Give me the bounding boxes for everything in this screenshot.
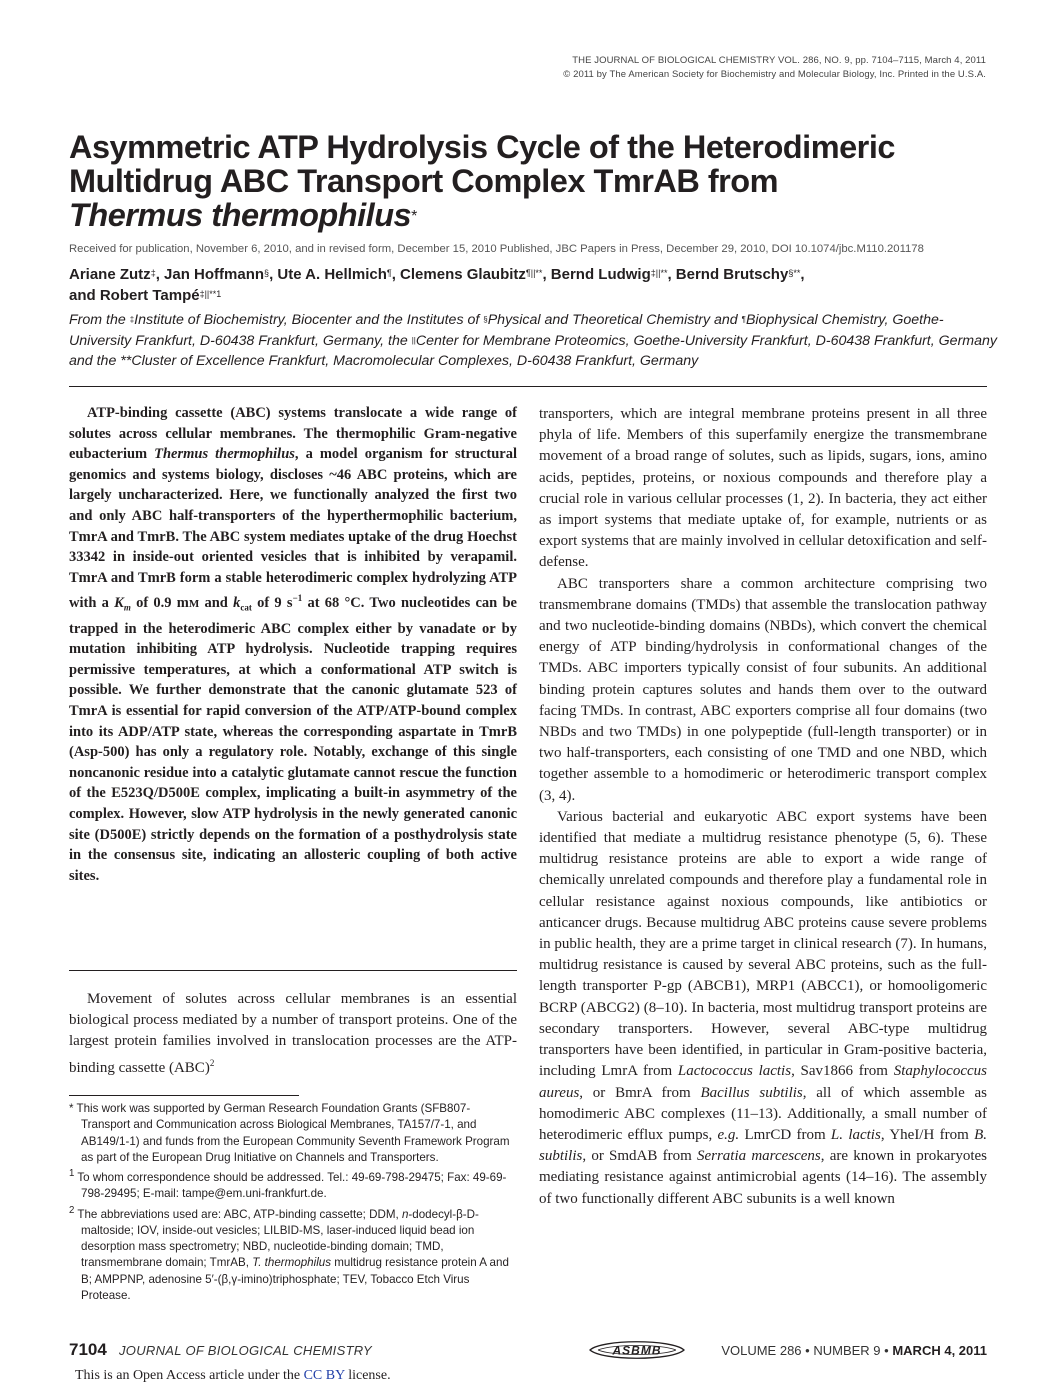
km-symbol: K xyxy=(114,595,124,612)
title-line-1: Asymmetric ATP Hydrolysis Cycle of the Heterodimeric xyxy=(69,129,895,165)
open-access-text: license. xyxy=(344,1368,391,1383)
body-paragraph xyxy=(539,807,987,1210)
abstract-italic: Thermus thermophilus xyxy=(154,446,295,463)
species-name: B. subtilis xyxy=(539,1126,988,1165)
footer-journal-name: JOURNAL OF BIOLOGICAL CHEMISTRY xyxy=(119,1343,372,1358)
footnote-abbreviations xyxy=(69,1203,517,1305)
open-access-notice xyxy=(75,1368,391,1384)
footnote-correspondence xyxy=(69,1166,517,1202)
footnote-text: multidrug resistance protein A and B; AMPPNP, adenosine 5′-(β,γ-imino)triphosphate; TEV, Tobacco Etch Virus Protease. xyxy=(81,1256,509,1302)
body-text: LmrCD from xyxy=(739,1126,831,1143)
species-name: Lactococcus lactis xyxy=(677,1063,792,1080)
affiliation-text: From the xyxy=(69,312,130,328)
unit-small-caps: M xyxy=(188,598,200,611)
abstract-text: of 9 s xyxy=(251,595,293,612)
body-text: , are known in prokaryotes mediating resistance against antimicrobial agents (14–16). The assembly of two functionally different ABC subunits is a well known xyxy=(539,1148,988,1207)
affiliation-text: Center for Membrane Proteomics, Goethe-University Frankfurt, D-60438 Frankfurt, Germany and the **Cluster of Excellence Frankfurt, Macromolecular Complexes, D-60438 Frankfurt, Germany xyxy=(69,332,997,369)
abstract-text: and xyxy=(199,595,234,612)
footnote-italic: n xyxy=(401,1207,409,1221)
author-name: and Robert Tampé xyxy=(69,287,200,304)
footer-separator: • xyxy=(805,1343,810,1358)
species-name: Staphylococcus aureus xyxy=(539,1063,987,1101)
publication-history: Received for publication, November 6, 2010, and in revised form, December 15, 2010 Published, JBC Papers in Press, December 29, 2010, DOI 10.1074/jbc.M110.201178 xyxy=(69,243,924,255)
open-access-text: This is an Open Access article under the xyxy=(75,1368,304,1383)
footer-volume: VOLUME 286 xyxy=(721,1343,802,1358)
abstract-text: of 0.9 m xyxy=(130,595,189,612)
body-text: , YheI/H from xyxy=(880,1126,975,1143)
author-name: , Clemens Glaubitz xyxy=(391,266,526,283)
author-list xyxy=(69,264,989,306)
asbmb-logo-text: ASBMB xyxy=(612,1343,662,1358)
author-affiliation-mark: ¶||** xyxy=(525,268,543,278)
author-name: , Bernd Brutschy xyxy=(667,266,789,283)
footer-issue xyxy=(721,1343,987,1358)
species-name: Bacillus subtilis xyxy=(700,1084,803,1101)
asbmb-logo-icon xyxy=(588,1338,686,1362)
author-name: , Bernd Ludwig xyxy=(542,266,651,283)
body-paragraph: transporters, which are integral membrane proteins present in all three phyla of life. Members of this superfamily energize the transmembrane movement of a broad range of solutes, such as lipids, sugars, ions, amino acids, peptides, proteins, or noxious compounds and therefore play a crucial role in various cellular processes (1, 2). In bacteria, they act either as import systems that mediate uptake of, for example, nutrients or as export systems that are mainly involved in cellular detoxification and self-defense. xyxy=(539,406,987,571)
author-separator: , xyxy=(800,266,805,283)
footnote-mark: 1 xyxy=(69,1168,75,1180)
author-affiliation-mark: ‡ xyxy=(150,268,156,278)
author-affiliation-mark: ‡||** xyxy=(650,268,668,278)
footnote-text: This work was supported by German Research Foundation Grants (SFB807-Transport and Communication across Biological Membranes, TA157/7-1, and AB149/1-1) and funds from the European Community Seventh Framework Program as part of the European Drug Initiative on Channels and Transporters. xyxy=(73,1102,510,1164)
abstract xyxy=(69,403,517,886)
footnote-funding xyxy=(69,1101,517,1166)
author-affiliation-mark: ¶ xyxy=(386,268,392,278)
journal-header xyxy=(563,54,986,82)
kcat-symbol: k xyxy=(233,595,241,612)
affiliation-text: Institute of Biochemistry, Biocenter and the Institutes of xyxy=(134,312,484,328)
affiliation-mark: § xyxy=(483,315,488,324)
footnotes xyxy=(69,1101,517,1304)
km-subscript: m xyxy=(123,603,131,614)
footnote-italic: T. thermophilus xyxy=(252,1256,332,1270)
cc-by-link[interactable]: CC BY xyxy=(303,1368,345,1383)
author-affiliation-mark: § xyxy=(264,268,270,278)
title-line-3: Thermus thermophilus xyxy=(69,197,412,233)
body-italic: e.g. xyxy=(717,1126,740,1143)
author-affiliation-mark: ‡||**1 xyxy=(199,289,222,299)
journal-citation: THE JOURNAL OF BIOLOGICAL CHEMISTRY VOL. 286, NO. 9, pp. 7104–7115, March 4, 2011 xyxy=(572,55,986,66)
footnote-divider xyxy=(69,1095,299,1096)
affiliation-text: Physical and Theoretical Chemistry and xyxy=(487,312,742,328)
body-paragraph: ABC transporters share a common architecture comprising two transmembrane domains (TMDs) that assemble the translocation pathway and two nucleotide-binding domains (NBDs), which convert the chemical energy of ATP binding/hydrolysis in conformational changes of the TMDs. ABC importers typically consist of four subunits. An additional binding protein captures solutes and hands them over to the outward facing TMDs. In contrast, ABC exporters comprise all four domains (two NBDs and two TMDs) in one polypeptide (full-length transporter) or in two half-transporters, each consisting of one TMD and one NBD, which together assemble to a homodimeric or heterodimeric transport complex (3, 4). xyxy=(539,575,987,804)
author-affiliation-mark: §** xyxy=(788,268,801,278)
affiliations xyxy=(69,310,999,372)
abstract-text: ATP-binding cassette (ABC) systems translocate a wide range of solutes across cellular membranes. The thermophilic Gram-negative eubacterium xyxy=(69,405,517,463)
footnote-reference: 2 xyxy=(209,1057,215,1068)
author-name: , Jan Hoffmann xyxy=(155,266,265,283)
intro-text: Movement of solutes across cellular membranes is an essential biological process mediated by a number of transport proteins. One of the largest protein families involved in translocation processes are the ATP-binding cassette (ABC) xyxy=(69,991,517,1076)
body-text: , Sav1866 from xyxy=(791,1063,894,1080)
title-line-2: Multidrug ABC Transport Complex TmrAB from xyxy=(69,163,779,199)
affiliation-mark: ¶ xyxy=(741,315,746,324)
species-name: Serratia marcescens xyxy=(696,1148,821,1165)
page-number: 7104 xyxy=(69,1340,107,1359)
article-title xyxy=(69,130,999,232)
copyright-line: © 2011 by The American Society for Biochemistry and Molecular Biology, Inc. Printed in the U.S.A. xyxy=(563,69,986,80)
footnote-text: -dodecyl-β-D-maltoside; IOV, inside-out vesicles; LILBID-MS, laser-induced liquid bead ion desorption mass spectrometry; NBD, nucleotide-binding domain; TMD, transmembrane domain; TmrAB, xyxy=(81,1207,479,1270)
body-text: , or BmrA from xyxy=(579,1084,701,1101)
footnote-text: The abbreviations used are: ABC, ATP-binding cassette; DDM, xyxy=(74,1207,402,1221)
species-name: L. lactis xyxy=(830,1126,881,1143)
abstract-divider xyxy=(69,970,517,971)
affiliation-mark: || xyxy=(411,335,416,345)
footer-separator: • xyxy=(884,1343,889,1358)
affiliation-text: Biophysical Chemistry, Goethe-University Frankfurt, D-60438 Frankfurt, Germany, the xyxy=(69,312,944,349)
footnote-text: To whom correspondence should be addressed. Tel.: 49-69-798-29475; Fax: 49-69-798-29495; E-mail: tampe@em.uni-frankfurt.de. xyxy=(74,1171,507,1201)
author-name: Ariane Zutz xyxy=(69,266,151,283)
footnote-mark: * xyxy=(69,1102,74,1115)
affiliation-mark: ‡ xyxy=(129,315,135,324)
abstract-text: at 68 °C. Two nucleotides can be trapped in the heterodimeric ABC complex either by vanadate or by mutation inhibiting ATP hydrolysis. Nucleotide trapping requires permissive temperatures, at which a conformational ATP switch is possible. We further demonstrate that the canonic glutamate 523 of TmrA is essential for rapid conversion of the ATP/ATP-bound complex into its ADP/ATP state, whereas the corresponding aspartate in TmrB (Asp-500) has only a regulatory role. Notably, exchange of this single noncanonic residue into a catalytic glutamate cannot rescue the function of the E523Q/D500E complex, implicating a built-in asymmetry of the complex. However, slow ATP hydrolysis in the newly generated canonic site (D500E) strictly depends on the formation of a posthydrolysis state in the consensus site, indicating an allosteric coupling of both active sites. xyxy=(69,595,517,884)
body-text: Various bacterial and eukaryotic ABC export systems have been identified that mediate a multidrug resistance phenotype (5, 6). These multidrug resistance proteins are able to export a wide range of chemically unrelated compounds and therefore play a fundamental role in cellular resistance against noxious compounds, like antibiotics or anticancer drugs. Because multidrug ABC proteins cause severe problems in public health, they are a prime target in clinical research (7). In humans, multidrug resistance is caused by several ABC proteins, such as the full-length transporter P-gp (ABCB1), MRP1 (ABCC1), or homooligomeric BCRP (ABCG2) (8–10). In bacteria, most multidrug transport proteins are secondary transporters. However, several ABC-type multidrug transporters have been identified, in particular in Gram-positive bacteria, including LmrA from xyxy=(539,808,987,1080)
footer-number: NUMBER 9 xyxy=(813,1343,881,1358)
body-text: , or SmdAB from xyxy=(582,1148,697,1165)
footer-date: MARCH 4, 2011 xyxy=(892,1343,987,1358)
body-text: , all of which assemble as homodimeric ABC complexes (11–13). Additionally, a small number of heterodimeric efflux pumps, xyxy=(539,1084,987,1143)
author-name: , Ute A. Hellmich xyxy=(269,266,387,283)
title-footnote-mark: * xyxy=(411,208,417,225)
page-footer xyxy=(69,1340,987,1364)
kcat-subscript: cat xyxy=(240,603,252,614)
exponent: −1 xyxy=(292,593,303,604)
right-column xyxy=(539,404,987,1210)
footnote-mark: 2 xyxy=(69,1204,75,1216)
header-divider xyxy=(69,386,987,387)
abstract-text: , a model organism for structural genomics and systems biology, discloses ~46 ABC proteins, which are largely uncharacterized. Here, we functionally analyzed the first two and only ABC half-transporters of the hyperthermophilic bacterium, TmrA and TmrB. The ABC system mediates uptake of the drug Hoechst 33342 in inside-out oriented vesicles that is inhibited by verapamil. TmrA and TmrB form a stable heterodimeric complex hydrolyzing ATP with a xyxy=(69,446,517,612)
introduction-paragraph xyxy=(69,989,517,1079)
